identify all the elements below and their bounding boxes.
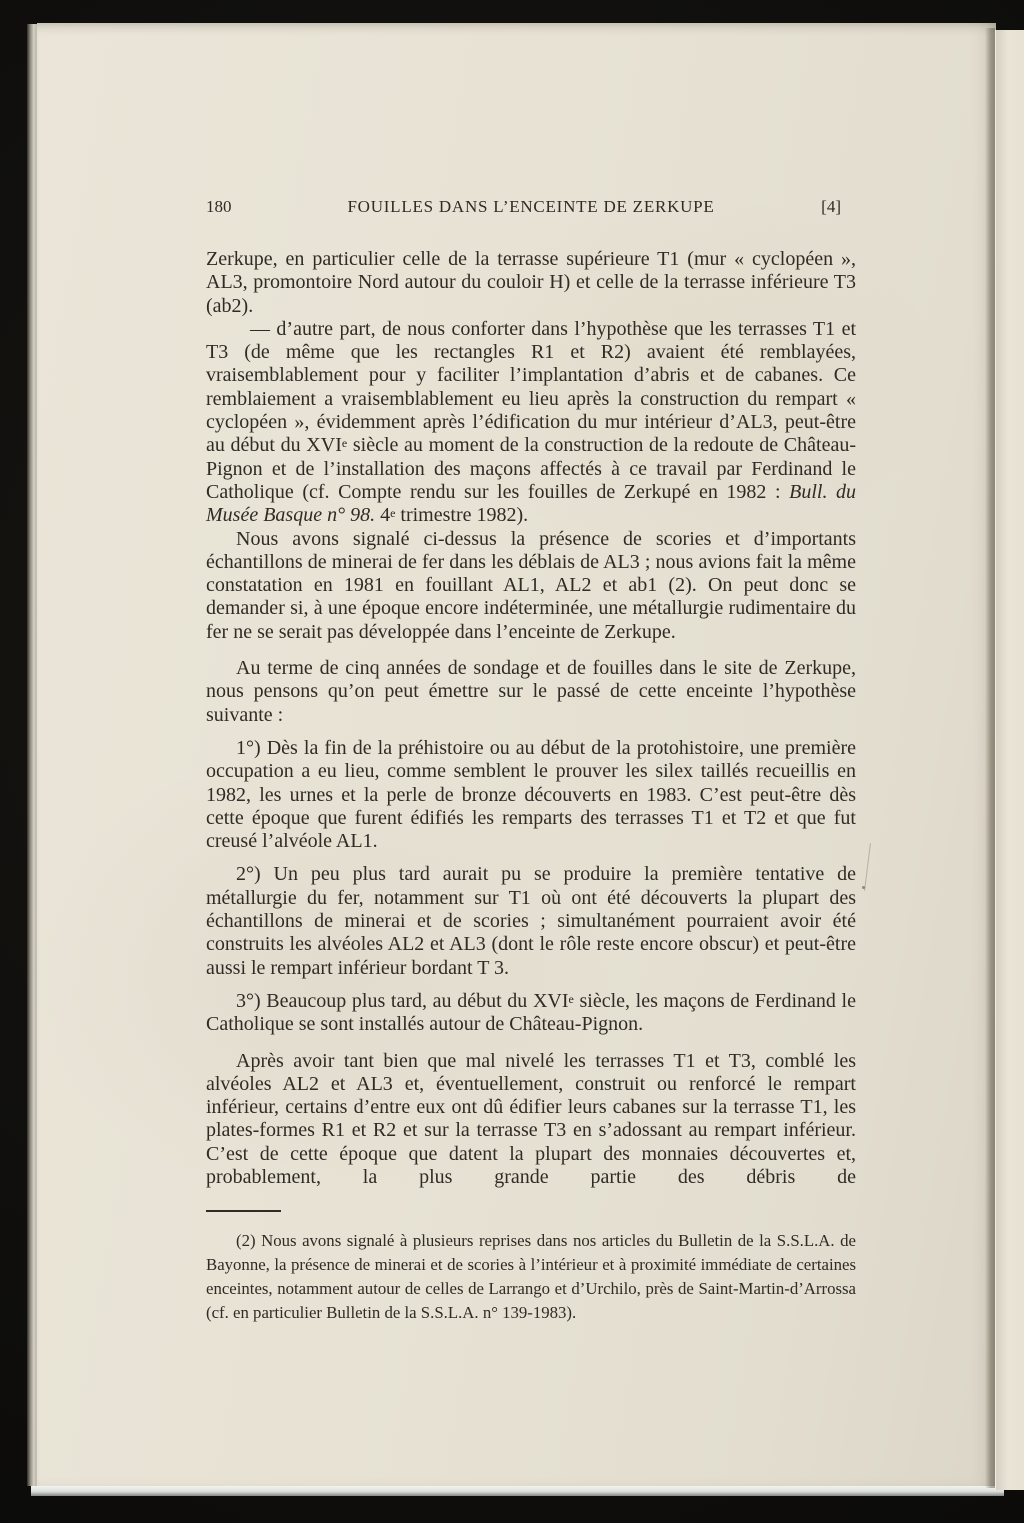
page-body <box>206 248 856 1189</box>
body-paragraph: Nous avons signalé ci-dessus la présence de scories et d’importants échantillons de minerai de fer dans les déblais de AL3 ; nous avions fait la même constatation en 1981 en fouillant AL1, AL2 et ab1 (2). On peut donc se demander si, à une époque encore indéterminée, une métallurgie rudimentaire du fer ne se serait pas développée dans l’enceinte de Zerkupe. <box>206 527 856 643</box>
page-gutter-shadow <box>985 28 995 1488</box>
body-paragraph: — d’autre part, de nous conforter dans l’hypothèse que les terrasses T1 et T3 (de même que les rectangles R1 et R2) avaient été remblayées, vraisemblablement pour y faciliter l’implantation d’abris et de cabanes. Ce remblaiement a vraisemblablement eu lieu après la construction du rempart « cyclopéen », évidemment après l’édification du mur intérieur d’AL3, peut-être au début du XVIe siècle au moment de la construction de la redoute de Château-Pignon et de l’installation des maçons affectés à ce travail par Ferdinand le Catholique (cf. Compte rendu sur les fouilles de Zerkupé en 1982 : Bull. du Musée Basque n° 98. 4e trimestre 1982). <box>206 317 856 527</box>
body-paragraph: Au terme de cinq années de sondage et de fouilles dans le site de Zerkupe, nous pensons qu’on peut émettre sur le passé de cette enceinte l’hypothèse suivante : <box>206 657 856 726</box>
page-edge-stack-bottom <box>31 1486 1004 1496</box>
next-page-edge <box>995 30 1024 1490</box>
body-paragraph: Zerkupe, en particulier celle de la terrasse supérieure T1 (mur « cyclopéen », AL3, promontoire Nord autour du couloir H) et celle de la terrasse inférieure T3 (ab2). <box>206 248 856 317</box>
footnote-text: (2) Nous avons signalé à plusieurs reprises dans nos articles du Bulletin de la S.S.L.A. de Bayonne, la présence de minerai et de scories à l’intérieur et à proximité immédiate de certaines enceintes, notamment autour de celles de Larrango et d’Urchilo, près de Saint-Martin-d’Arrossa (cf. en particulier Bulletin de la S.S.L.A. n° 139-1983). <box>206 1231 856 1323</box>
footnote-separator <box>206 1210 281 1212</box>
body-paragraph: 1°) Dès la fin de la préhistoire ou au début de la protohistoire, une première occupation a eu lieu, comme semblent le prouver les silex taillés recueillis en 1982, les urnes et la perle de bronze découverts en 1983. C’est peut-être dès cette époque que furent édifiés les remparts des terrasses T1 et T2 et que fut creusé l’alvéole AL1. <box>206 736 856 853</box>
body-paragraph: Après avoir tant bien que mal nivelé les terrasses T1 et T3, comblé les alvéoles AL2 et AL3 et, éventuellement, construit ou renforcé le rempart inférieur, certains d’entre eux ont dû édifier leurs cabanes sur la terrasse T1, les plates-formes R1 et R2 et sur la terrasse T3 en s’adossant au rempart inférieur. C’est de cette époque que datent la plupart des monnaies découvertes et, probablement, la plus grande partie des débris de <box>206 1049 856 1188</box>
page-number: 180 <box>206 197 232 216</box>
body-paragraph: 2°) Un peu plus tard aurait pu se produire la première tentative de métallurgie du fer, notamment sur T1 où ont été découverts la plupart des échantillons de minerai et de scories ; simultanément pourraient avoir été construits les alvéoles AL2 et AL3 (dont le rôle reste encore obscur) et peut-être aussi le rempart inférieur bordant T 3. <box>206 863 856 979</box>
running-header <box>206 195 856 218</box>
page-content <box>206 23 856 1325</box>
book-page <box>37 23 996 1486</box>
running-title: FOUILLES DANS L’ENCEINTE DE ZERKUPE <box>347 197 715 216</box>
section-marker: [4] <box>821 197 841 216</box>
body-paragraph: 3°) Beaucoup plus tard, au début du XVIe siècle, les maçons de Ferdinand le Catholique se sont installés autour de Château-Pignon. <box>206 989 856 1036</box>
